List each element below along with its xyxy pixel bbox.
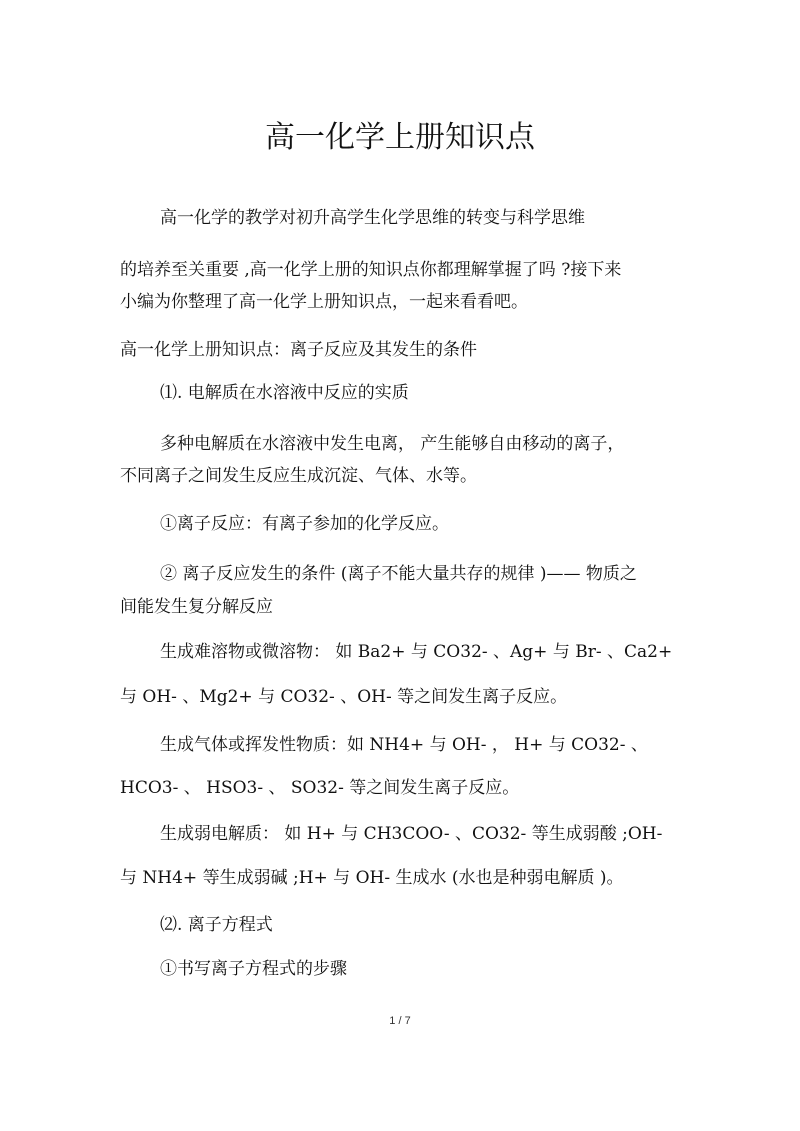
paragraph-line: 高一化学的教学对初升高学生化学思维的转变与科学思维 [160, 208, 585, 228]
subsection-heading: ⑴. 电解质在水溶液中反应的实质 [160, 383, 409, 403]
paragraph-line: 多种电解质在水溶液中发生电离， 产生能够自由移动的离子， [160, 434, 625, 454]
paragraph-line: 生成难溶物或微溶物： 如 Ba2+ 与 CO32- 、Ag+ 与 Br- 、Ca2+ [160, 642, 673, 662]
paragraph-line: 不同离子之间发生反应生成沉淀、气体、水等。 [120, 466, 477, 486]
list-item: ①离子反应：有离子参加的化学反应。 [160, 514, 449, 534]
paragraph-line: 生成弱电解质： 如 H+ 与 CH3COO- 、CO32- 等生成弱酸 ;OH- [160, 824, 663, 844]
list-item: ①书写离子方程式的步骤 [160, 959, 347, 979]
paragraph-line: 的培养至关重要 ,高一化学上册的知识点你都理解掌握了吗 ?接下来 [120, 260, 622, 280]
page-number: 1 / 7 [389, 1015, 411, 1027]
paragraph-line: 与 NH4+ 等生成弱碱 ;H+ 与 OH- 生成水 (水也是种弱电解质 )。 [120, 868, 624, 888]
section-heading: 高一化学上册知识点：离子反应及其发生的条件 [120, 340, 477, 360]
list-item: ② 离子反应发生的条件 (离子不能大量共存的规律 )—— 物质之 [160, 564, 637, 584]
paragraph-line: HCO3- 、 HSO3- 、 SO32- 等之间发生离子反应。 [120, 778, 520, 798]
paragraph-line: 间能发生复分解反应 [120, 597, 273, 617]
paragraph-line: 生成气体或挥发性物质：如 NH4+ 与 OH- ， H+ 与 CO32- 、 [160, 735, 648, 755]
paragraph-line: 与 OH- 、Mg2+ 与 CO32- 、OH- 等之间发生离子反应。 [120, 687, 568, 707]
paragraph-line: 小编为你整理了高一化学上册知识点，一起来看看吧。 [120, 292, 528, 312]
document-title: 高一化学上册知识点 [265, 120, 535, 155]
subsection-heading: ⑵. 离子方程式 [160, 915, 273, 935]
